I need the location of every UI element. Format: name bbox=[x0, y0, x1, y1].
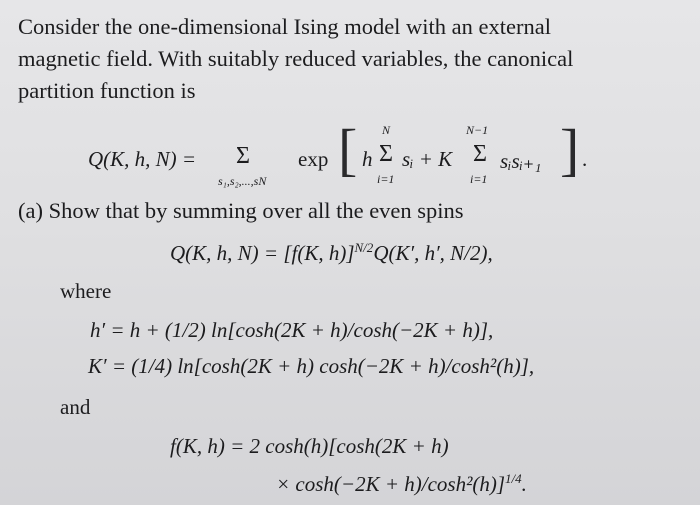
sum3-upper-limit: N−1 bbox=[466, 123, 489, 137]
f-definition-exponent: 1/4 bbox=[505, 471, 522, 486]
f-definition-line-2 bbox=[276, 471, 527, 497]
outer-sum-symbol: Σ bbox=[236, 143, 250, 169]
sum3-symbol: Σ bbox=[473, 141, 487, 167]
h-prime-equation: h′ = h + (1/2) ln[cosh(2K + h)/cosh(−2K + h)], bbox=[90, 318, 494, 342]
part-a-statement: (a) Show that by summing over all the even spins bbox=[18, 198, 464, 223]
part-a-equation-main: Q(K, h, N) = [f(K, h)] bbox=[170, 241, 355, 265]
f-definition-line-1: f(K, h) = 2 cosh(h)[cosh(2K + h) bbox=[170, 434, 449, 458]
field-variable: h bbox=[362, 147, 373, 171]
equation-lhs: Q(K, h, N) = bbox=[88, 147, 197, 171]
sum2-lower-limit: i=1 bbox=[377, 172, 395, 186]
intro-line-3: partition function is bbox=[18, 78, 196, 103]
equation-period: . bbox=[582, 147, 588, 171]
sum2-symbol: Σ bbox=[379, 141, 393, 167]
coupling-term: sᵢsᵢ₊₁ bbox=[500, 149, 542, 173]
where-label: where bbox=[60, 279, 112, 303]
k-prime-equation: K′ = (1/4) ln[cosh(2K + h) cosh(−2K + h)/cosh²(h)], bbox=[88, 354, 535, 378]
f-definition-period: . bbox=[521, 472, 527, 496]
part-a-exponent: N/2 bbox=[354, 240, 374, 255]
spin-term: sᵢ + K bbox=[402, 147, 453, 171]
right-bracket: ] bbox=[560, 117, 580, 182]
f-definition-line-2-main: × cosh(−2K + h)/cosh²(h)] bbox=[276, 472, 506, 496]
part-a-equation bbox=[170, 240, 493, 266]
intro-line-1: Consider the one-dimensional Ising model with an external bbox=[18, 14, 552, 39]
exp-function: exp bbox=[298, 147, 329, 171]
left-bracket: [ bbox=[338, 117, 358, 182]
intro-line-2: magnetic field. With suitably reduced variables, the canonical bbox=[18, 46, 574, 71]
and-label: and bbox=[60, 395, 91, 419]
outer-sum-subscript: s₁,s₂,...,sN bbox=[218, 174, 267, 188]
part-a-equation-rest: Q(K′, h′, N/2), bbox=[373, 241, 493, 265]
sum2-upper-limit: N bbox=[382, 123, 391, 137]
sum3-lower-limit: i=1 bbox=[470, 172, 488, 186]
